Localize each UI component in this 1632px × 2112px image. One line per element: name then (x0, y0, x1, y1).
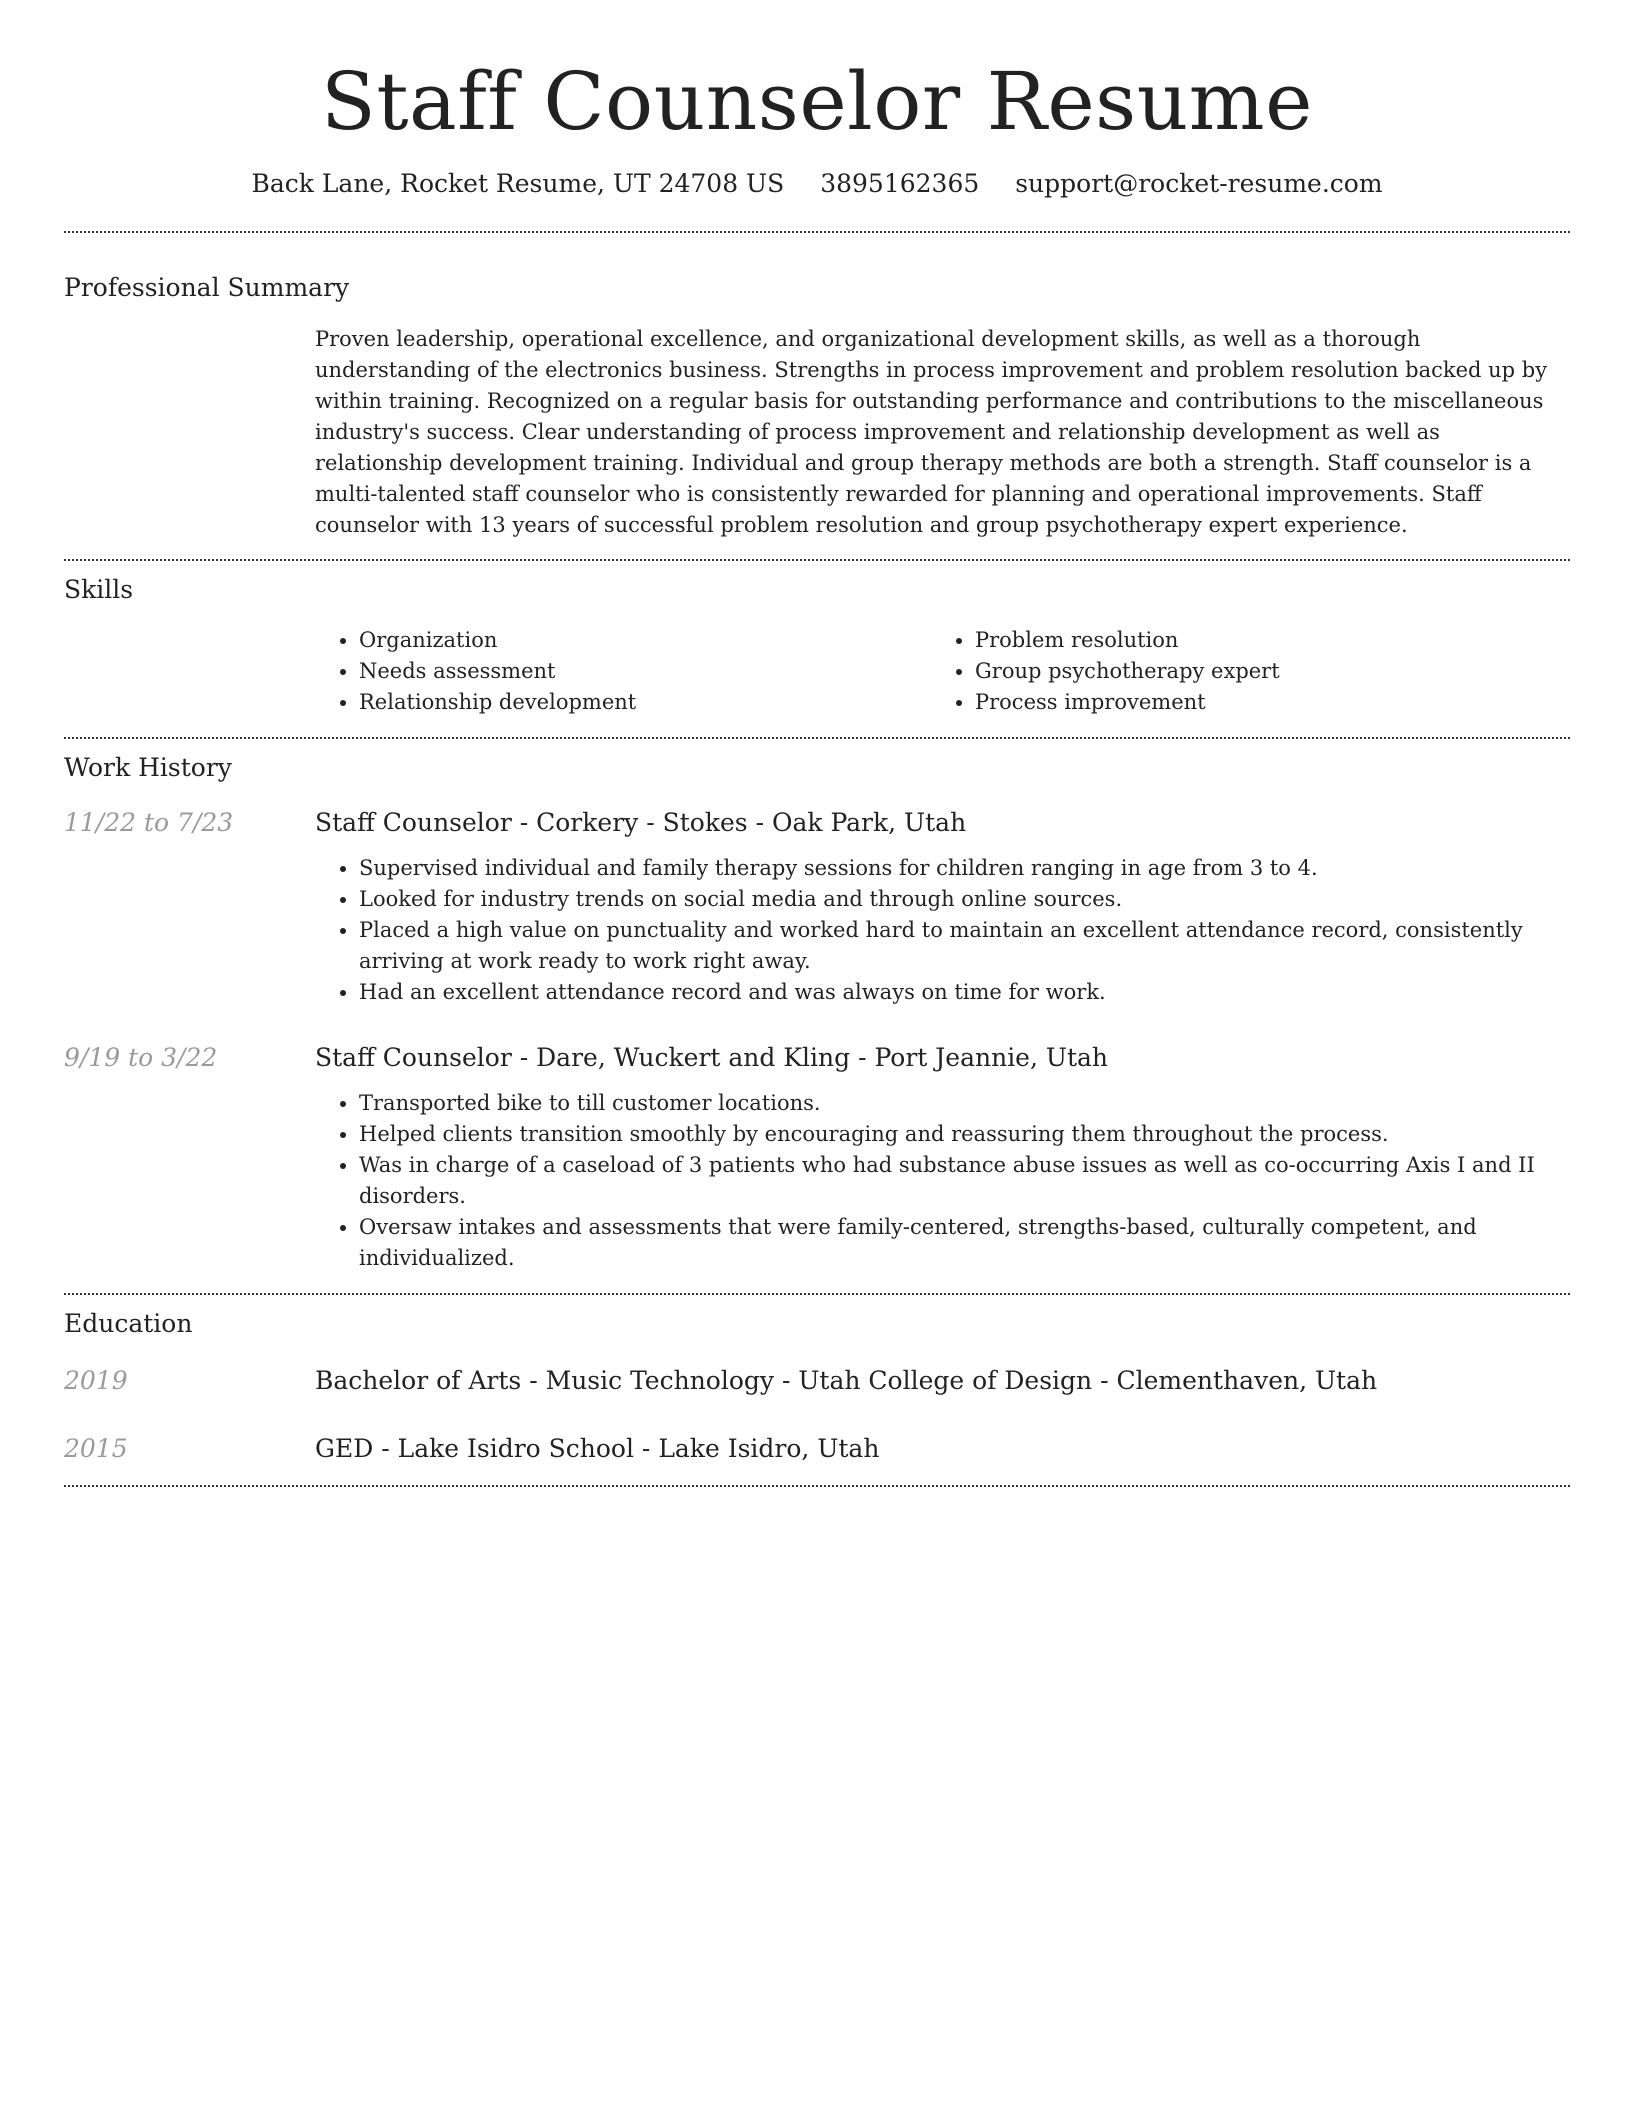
summary-text: Proven leadership, operational excellence, and organizational development skills, as well as a thorough understanding of the electronics business. Strengths in process improvement and problem resolution backed up by within training. Recognized on a regular basis for outstanding performance and contributions to the miscellaneous industry's success. Clear understanding of process improvement and relationship development as well as relationship development training. Individual and group therapy methods are both a strength. Staff counselor is a multi-talented staff counselor who is consistently rewarded for planning and operational improvements. Staff counselor with 13 years of successful problem resolution and group psychotherapy expert experience. (315, 327, 1548, 537)
skills-heading: Skills (64, 575, 134, 604)
job-bullet: • Helped clients transition smoothly by encouraging and reassuring them throughout the process. (359, 1119, 1570, 1150)
summary-heading: Professional Summary (64, 273, 350, 302)
job-bullet: • Looked for industry trends on social media and through online sources. (359, 884, 1570, 915)
summary-section (315, 324, 1570, 541)
job-title: Staff Counselor - Dare, Wuckert and Kling - Port Jeannie, Utah (315, 1043, 1108, 1072)
job-header (64, 1040, 1570, 1076)
education-entry (64, 1431, 1570, 1467)
education-entry (64, 1363, 1570, 1399)
resume-title: Staff Counselor Resume (321, 55, 1313, 148)
skills-list-right (931, 625, 1547, 718)
skill-item: • Relationship development (359, 687, 931, 718)
job-bullet: • Supervised individual and family therapy sessions for children ranging in age from 3 to 4. (359, 853, 1570, 884)
job-bullets (315, 1088, 1570, 1274)
job-bullets (315, 853, 1570, 1008)
education-degree: GED - Lake Isidro School - Lake Isidro, Utah (315, 1434, 880, 1463)
job-title: Staff Counselor - Corkery - Stokes - Oak Park, Utah (315, 808, 967, 837)
skill-item: • Problem resolution (975, 625, 1547, 656)
education-divider (64, 1485, 1570, 1487)
job-bullet: • Transported bike to till customer locations. (359, 1088, 1570, 1119)
work-heading: Work History (64, 753, 232, 782)
skill-item: • Group psychotherapy expert (975, 656, 1547, 687)
contact-address: Back Lane, Rocket Resume, UT 24708 US (251, 169, 785, 198)
summary-divider (64, 559, 1570, 561)
skill-item: • Organization (359, 625, 931, 656)
skill-item: • Process improvement (975, 687, 1547, 718)
job-bullet: • Had an excellent attendance record and was always on time for work. (359, 977, 1570, 1008)
education-year: 2015 (64, 1434, 128, 1463)
job-bullet: • Was in charge of a caseload of 3 patients who had substance abuse issues as well as co-occurring Axis I and II disorders. (359, 1150, 1570, 1212)
skill-item: • Needs assessment (359, 656, 931, 687)
contact-email: support@rocket-resume.com (1015, 169, 1383, 198)
education-degree: Bachelor of Arts - Music Technology - Utah College of Design - Clementhaven, Utah (315, 1366, 1378, 1395)
skills-section (315, 625, 1570, 718)
contact-line (64, 164, 1570, 204)
skills-list-left (315, 625, 931, 718)
job-bullet: • Oversaw intakes and assessments that were family-centered, strengths-based, culturally competent, and individualized. (359, 1212, 1570, 1274)
work-divider (64, 1293, 1570, 1295)
skills-divider (64, 737, 1570, 739)
education-year: 2019 (64, 1366, 128, 1395)
job-dates: 11/22 to 7/23 (64, 808, 234, 837)
job-entry (64, 1040, 1570, 1274)
contact-phone: 3895162365 (820, 169, 980, 198)
resume-page (64, 0, 1570, 1487)
job-entry (64, 805, 1570, 1008)
job-bullet: • Placed a high value on punctuality and worked hard to maintain an excellent attendance record, consistently arriving at work ready to work right away. (359, 915, 1570, 977)
job-dates: 9/19 to 3/22 (64, 1043, 218, 1072)
education-heading: Education (64, 1309, 193, 1338)
job-header (64, 805, 1570, 841)
header-divider (64, 231, 1570, 233)
